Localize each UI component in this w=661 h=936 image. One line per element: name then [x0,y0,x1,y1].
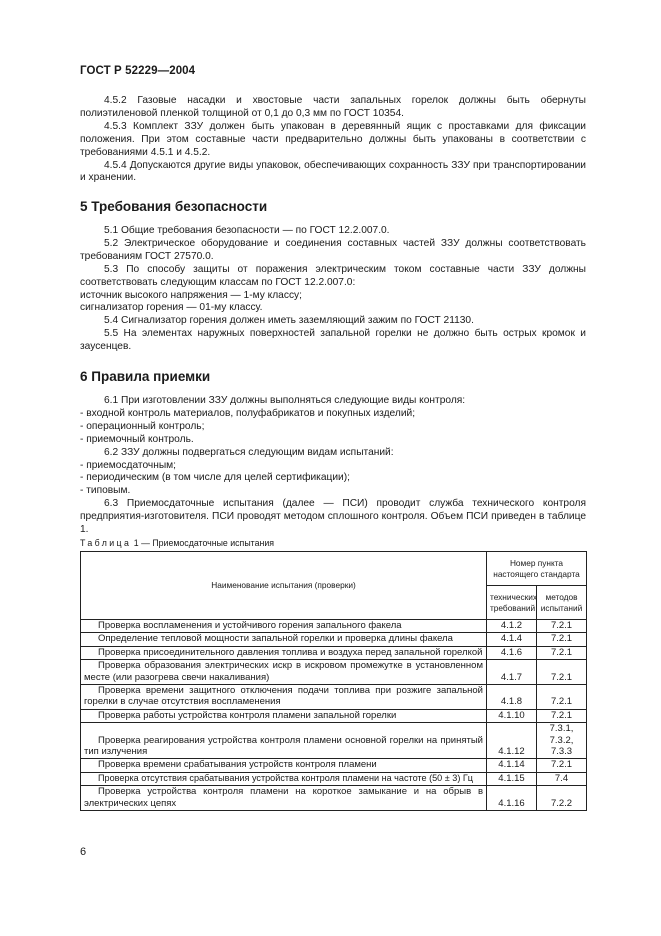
cell-meth: 7.2.1 [537,620,587,633]
cell-meth: 7.4 [537,772,587,785]
list-item: источник высокого напряжения — 1-му классу; [80,289,302,301]
cell-req: 4.1.14 [487,759,537,772]
table-row [81,786,587,811]
cell-test-name: Проверка времени защитного отключения подачи топлива при розжиге запальной горелки в случае отсутствия воспламенения [81,685,487,710]
section-6 [80,369,586,537]
list-item: - приемосдаточным; [80,459,176,471]
paragraph-5-4: 5.4 Сигнализатор горения должен иметь заземляющий зажим по ГОСТ 21130. [104,315,474,327]
table-row [81,646,587,659]
cell-req: 4.1.2 [487,620,537,633]
section-6-title: 6 Правила приемки [80,369,211,384]
table-row [81,660,587,685]
list-item: - типовым. [80,485,131,497]
table-row [81,620,587,633]
cell-test-name: Определение тепловой мощности запальной горелки и проверка длины факела [81,633,487,646]
paragraph-5-5: 5.5 На элементах наружных поверхностей запальной горелки не должно быть острых кромок и заусенцев. [80,328,586,353]
cell-req: 4.1.8 [487,685,537,710]
paragraph-4-5-2: 4.5.2 Газовые насадки и хвостовые части запальных горелок должны быть обернуты полиэтиленовой пленкой толщиной от 0,1 до 0,3 мм по ГОСТ 10354. [80,95,586,119]
column-header-methods: методов испытаний [537,586,587,620]
table-row [81,772,587,785]
document-header: ГОСТ Р 52229—2004 [80,65,196,77]
section-5-title: 5 Требования безопасности [80,199,268,214]
list-item: - операционный контроль; [80,420,205,432]
section-4-continued [80,95,586,185]
cell-meth: 7.2.1 [537,759,587,772]
paragraph-4-5-3: 4.5.3 Комплект ЗЗУ должен быть упакован в деревянный ящик с проставками для фиксации положения. При этом составные части предварительно должны быть упакованы в соответствии с требованиями 4.5.1 и 4.5.2. [80,120,586,158]
cell-test-name: Проверка присоединительного давления топлива и воздуха перед запальной горелкой [81,646,487,659]
cell-req: 4.1.7 [487,660,537,685]
cell-meth: 7.2.1 [537,646,587,659]
cell-test-name: Проверка образования электрических искр в искровом промежутке в установленном месте (или разогрева свечи накаливания) [81,660,487,685]
table-row [81,759,587,772]
table-row [81,685,587,710]
column-header-test-name: Наименование испытания (проверки) [81,552,487,620]
list-item: - входной контроль материалов, полуфабрикатов и покупных изделий; [80,407,416,419]
table-caption-label: Таблица [80,538,132,548]
paragraph-5-2: 5.2 Электрическое оборудование и соединения составных частей ЗЗУ должны соответствовать требованиям ГОСТ 27570.0. [80,237,586,262]
cell-req: 4.1.4 [487,633,537,646]
table-row [81,709,587,722]
cell-req: 4.1.10 [487,709,537,722]
cell-meth: 7.2.1 [537,633,587,646]
paragraph-6-3: 6.3 Приемосдаточные испытания (далее — ПСИ) проводит служба технического контроля предприятия-изготовителя. ПСИ проводят методом сплошного контроля. Объем ПСИ приведен в таблице 1. [80,498,586,536]
cell-meth: 7.2.2 [537,786,587,811]
table-caption-text: 1 — Приемосдаточные испытания [133,538,275,548]
cell-test-name: Проверка отсутствия срабатывания устройства контроля пламени на частоте (50 ± 3) Гц [81,772,487,785]
cell-test-name: Проверка времени срабатывания устройств контроля пламени [81,759,487,772]
section-5 [80,199,586,354]
cell-meth: 7.2.1 [537,685,587,710]
cell-meth: 7.3.1, 7.3.2, 7.3.3 [537,723,587,759]
cell-test-name: Проверка воспламенения и устойчивого горения запального факела [81,620,487,633]
cell-test-name: Проверка реагирования устройства контроля пламени основной горелки на принятый тип излучения [81,723,487,759]
acceptance-tests-table [80,551,587,811]
paragraph-5-3: 5.3 По способу защиты от поражения электрическим током составные части ЗЗУ должны соответствовать следующим классам по ГОСТ 12.2.007.0: [80,263,586,288]
column-header-group: Номер пункта настоящего стандарта [487,552,587,586]
table-row [81,723,587,759]
cell-meth: 7.2.1 [537,660,587,685]
cell-test-name: Проверка работы устройства контроля пламени запальной горелки [81,709,487,722]
paragraph-6-2: 6.2 ЗЗУ должны подвергаться следующим видам испытаний: [104,446,394,458]
table-caption [80,538,274,548]
cell-meth: 7.2.1 [537,709,587,722]
cell-req: 4.1.16 [487,786,537,811]
page-number: 6 [80,846,87,858]
cell-req: 4.1.15 [487,772,537,785]
list-item: - приемочный контроль. [80,433,194,445]
cell-req: 4.1.12 [487,723,537,759]
paragraph-5-1: 5.1 Общие требования безопасности — по ГОСТ 12.2.007.0. [104,225,390,236]
paragraph-6-1: 6.1 При изготовлении ЗЗУ должны выполняться следующие виды контроля: [104,395,466,406]
table-row [81,633,587,646]
cell-req: 4.1.6 [487,646,537,659]
column-header-requirements: технических требований [487,586,537,620]
paragraph-4-5-4: 4.5.4 Допускаются другие виды упаковок, обеспечивающих сохранность ЗЗУ при транспортировании и хранении. [80,159,586,184]
list-item: сигнализатор горения — 01-му классу. [80,302,263,314]
cell-test-name: Проверка устройства контроля пламени на короткое замыкание и на обрыв в электрических цепях [81,786,487,811]
list-item: - периодическим (в том числе для целей сертификации); [80,472,350,484]
